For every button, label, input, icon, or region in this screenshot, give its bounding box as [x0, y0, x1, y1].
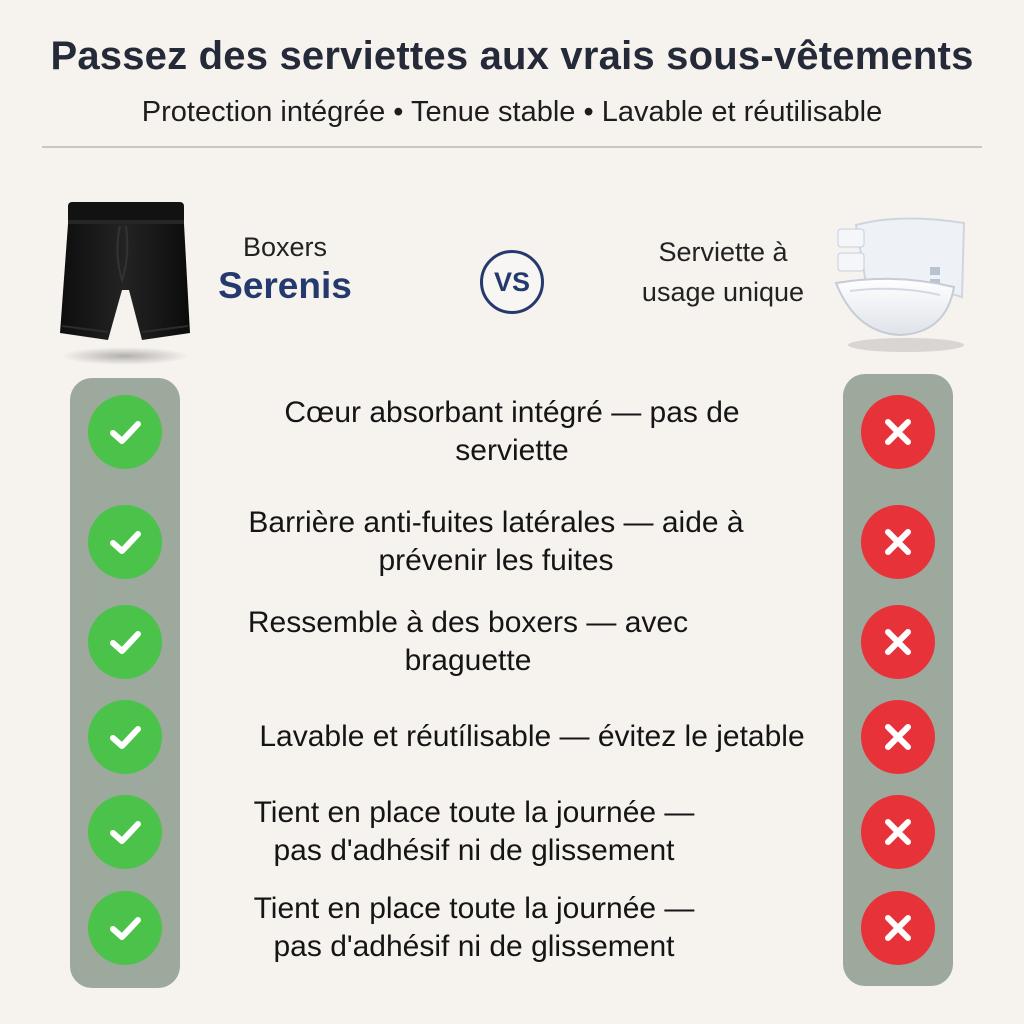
check-icon	[88, 795, 162, 869]
check-icon	[88, 505, 162, 579]
left-product-name: Boxers	[242, 232, 328, 262]
cross-icon	[861, 395, 935, 469]
disposable-pad-icon	[826, 205, 976, 355]
cross-icon	[861, 795, 935, 869]
left-product-label	[210, 232, 360, 307]
right-product-label	[610, 232, 836, 312]
feature-line-1: Lavable et réutílisable — évitez le jetable	[259, 720, 805, 753]
check-icon	[88, 700, 162, 774]
check-icon	[88, 395, 162, 469]
feature-row-text	[196, 504, 796, 580]
right-product-line2: usage unique	[641, 277, 805, 307]
brand-name: Serenis	[218, 265, 352, 306]
feature-row-text	[214, 890, 734, 966]
boxer-briefs-icon	[50, 198, 200, 358]
cross-icon	[861, 605, 935, 679]
vs-badge: VS	[480, 250, 544, 314]
feature-row-text	[214, 794, 734, 870]
feature-line-1: Tient en place toute la journée —	[253, 796, 695, 829]
feature-line-2: pas d'adhésif ni de glissement	[273, 930, 675, 963]
cross-icon	[861, 505, 935, 579]
check-icon	[88, 891, 162, 965]
feature-line-1: Cœur absorbant intégré — pas de	[284, 396, 740, 429]
header-divider	[42, 146, 982, 148]
feature-row-text	[222, 394, 802, 470]
feature-line-2: pas d'adhésif ni de glissement	[273, 834, 675, 867]
right-product-line1: Serviette à	[658, 237, 788, 267]
disposable-pad-image	[826, 205, 976, 365]
cross-icon	[861, 891, 935, 965]
boxer-shadow	[60, 347, 190, 365]
page-title: Passez des serviettes aux vrais sous-vêtements	[50, 34, 974, 78]
feature-row-text	[222, 718, 842, 756]
page-subtitle: Protection intégrée • Tenue stable • Lavable et réutilisable	[141, 96, 883, 128]
check-icon	[88, 605, 162, 679]
boxer-briefs-image	[50, 198, 200, 373]
feature-line-2: prévenir les fuites	[378, 544, 614, 577]
feature-line-1: Ressemble à des boxers — avec	[247, 606, 689, 639]
feature-line-2: braguette	[404, 644, 532, 677]
cross-icon	[861, 700, 935, 774]
feature-line-2: serviette	[455, 434, 569, 467]
feature-line-1: Barrière anti-fuites latérales — aide à	[248, 506, 744, 539]
feature-line-1: Tient en place toute la journée —	[253, 892, 695, 925]
feature-row-text	[208, 604, 728, 680]
